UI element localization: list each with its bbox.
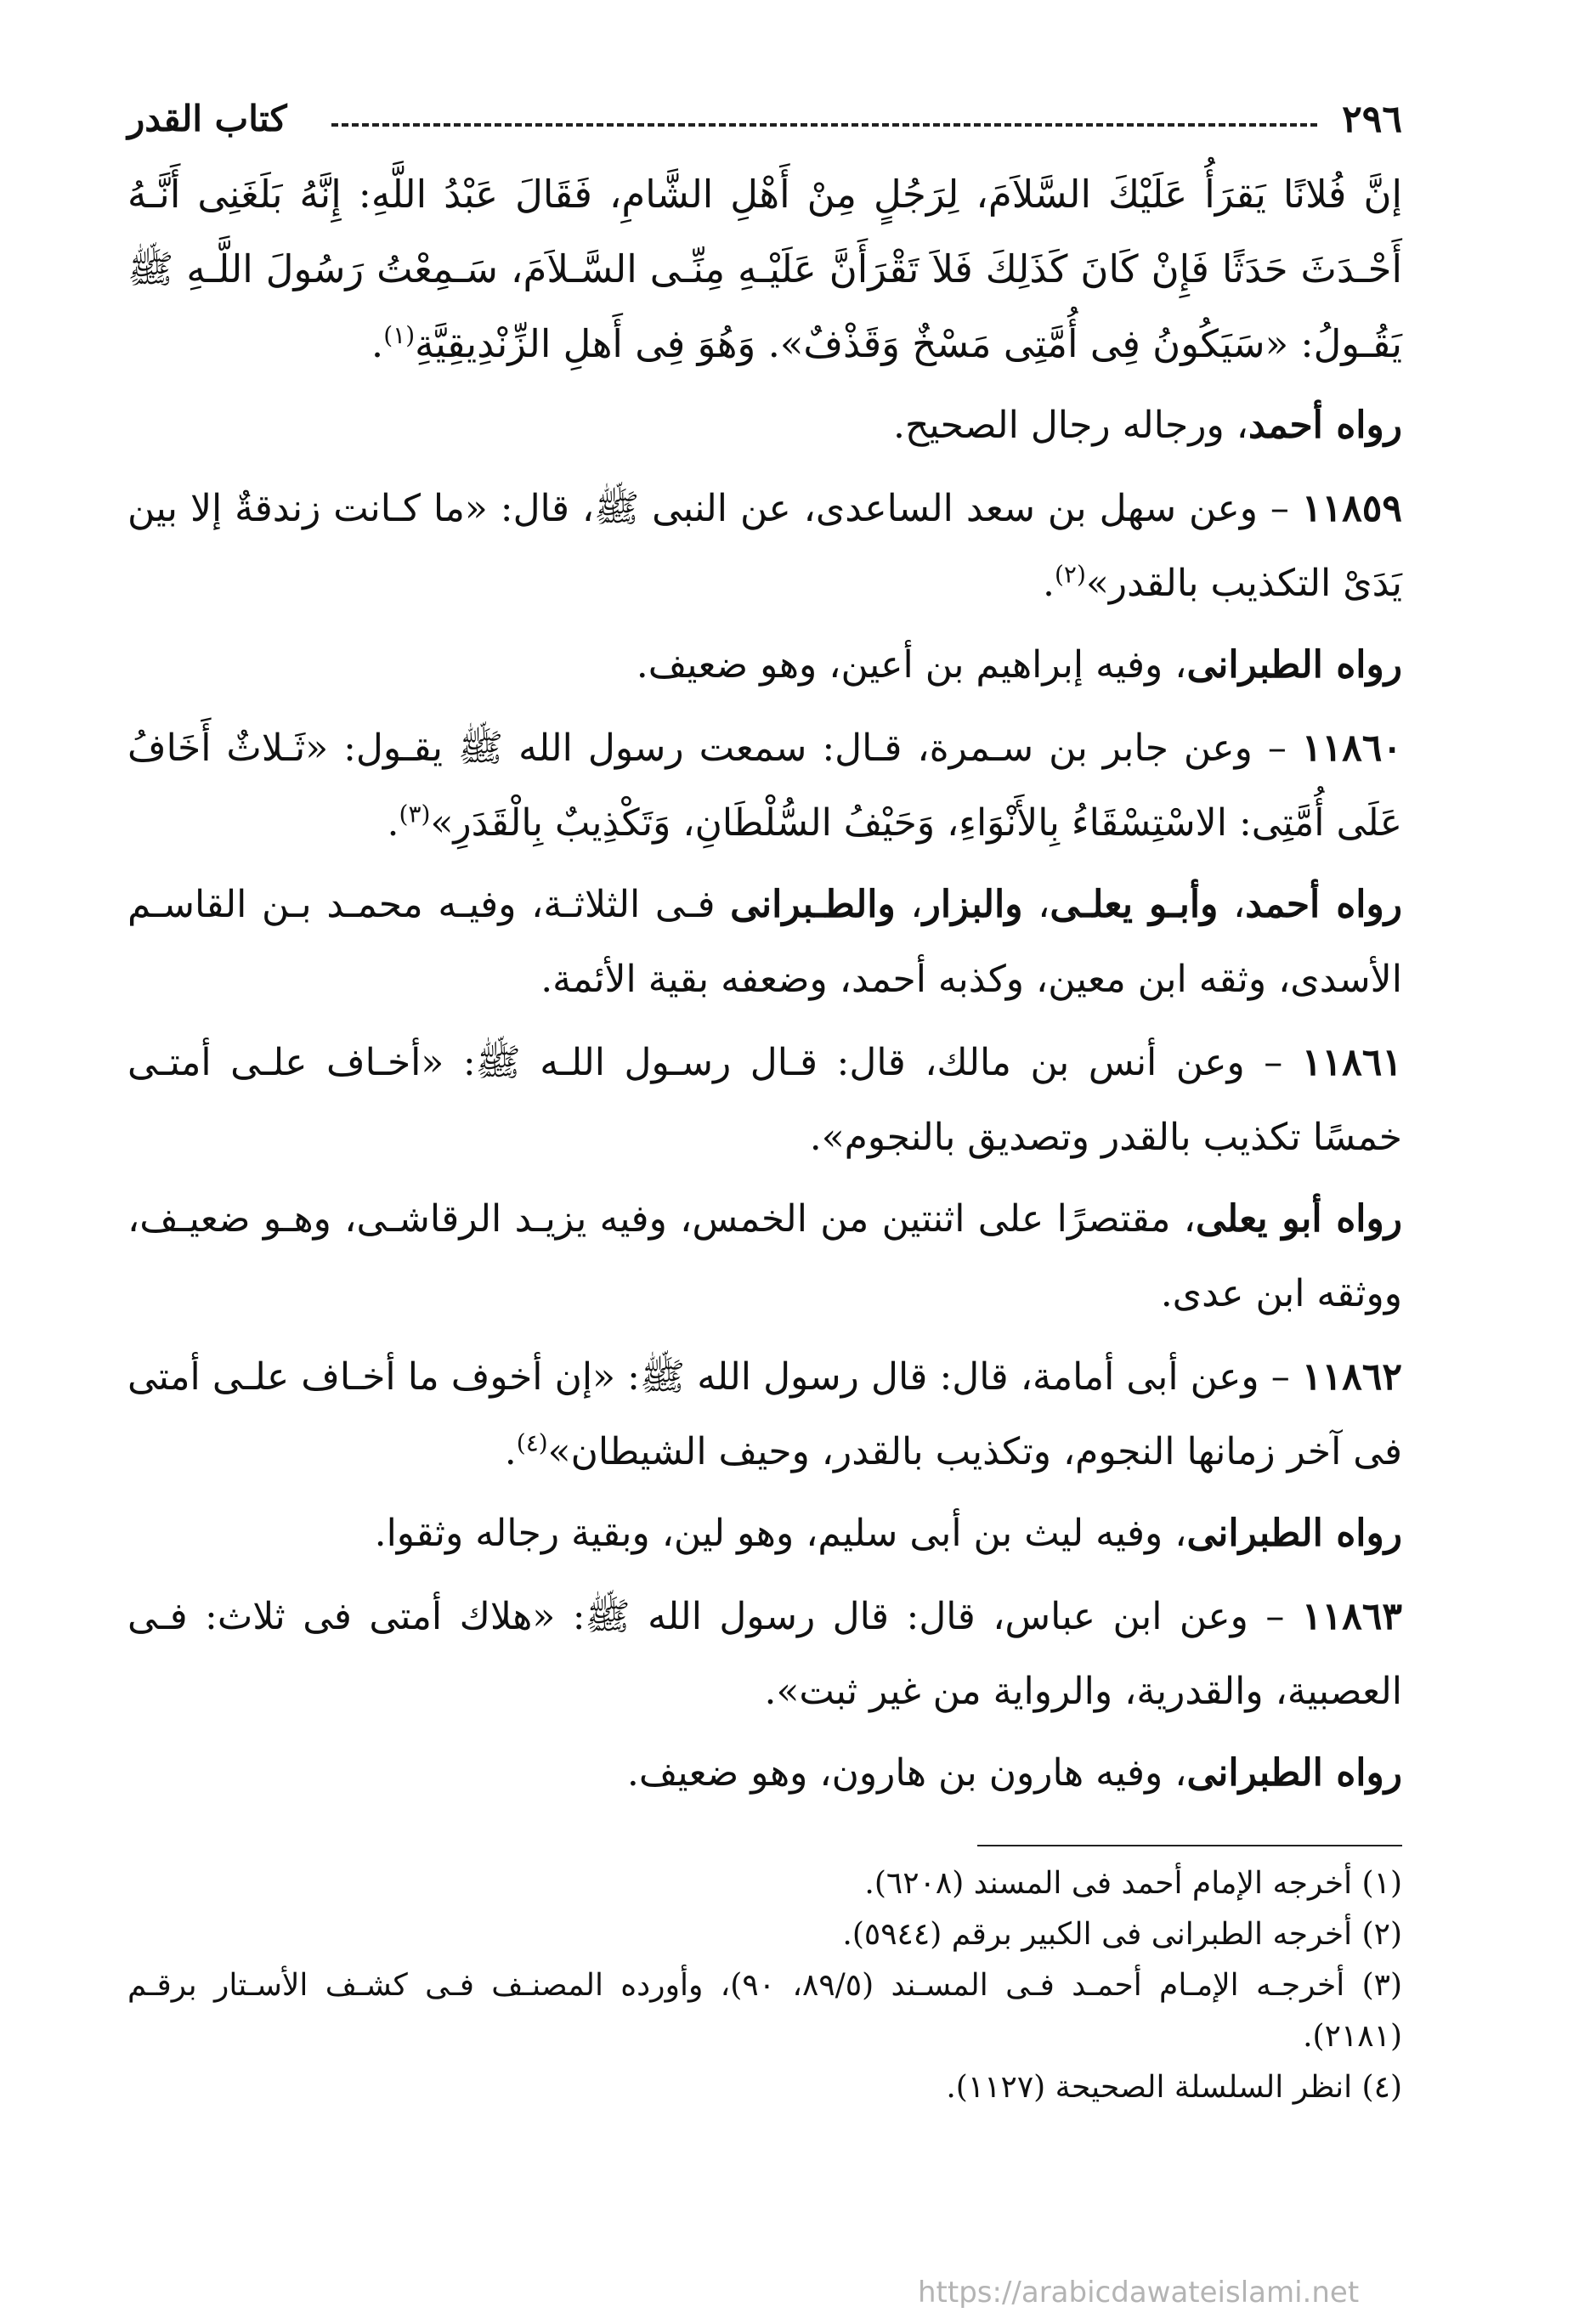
punct: . <box>504 1430 517 1473</box>
punct: . <box>371 321 384 366</box>
source-note <box>127 868 1402 1017</box>
punct: ، <box>1022 883 1050 926</box>
source-note <box>127 1182 1402 1332</box>
footnote: (٤) انظر السلسلة الصحيحة (١١٢٧). <box>946 2070 1402 2105</box>
punct: . <box>387 801 399 845</box>
source-text: ، وفيه هارون بن هارون، وهو ضعيف. <box>626 1751 1187 1795</box>
footnote: (٢) أخرجه الطبرانى فى الكبير برقم (٥٩٤٤). <box>842 1917 1402 1952</box>
hadith-entry <box>127 1340 1402 1490</box>
footnote-divider <box>977 1845 1402 1846</box>
hadith-text: – وعن أبى أمامة، قال: قال رسول الله ﷺ: «إن أخوف ما أخـاف علـى أمتى فى آخر زمانها النجوم، وتكذيب بالقدر، وحيف الشيطان» <box>127 1355 1402 1473</box>
footnote-ref[interactable]: (١) <box>383 321 416 349</box>
source-text: ، وفيه ليث بن أبى سليم، وهو لين، وبقية رجاله وثقوا. <box>374 1512 1187 1555</box>
hadith-entry <box>127 1580 1402 1729</box>
footnote: (٣) أخرجـه الإمـام أحمـد فـى المسـند (٨٩/٥، ٩٠)، وأورده المصنـف فـى كشـف الأسـتار برقـم (٢١٨١). <box>127 1968 1403 2054</box>
source-name: رواه أحمد <box>1248 404 1402 447</box>
source-text: ، ورجاله رجال الصحيح. <box>893 404 1248 447</box>
paragraph-text: إنَّ فُلانًا يَقرَأُ عَلَيْكَ السَّلاَمَ، لِرَجُلٍ مِنْ أَهْلِ الشَّامِ، فَقَالَ عَبْدُ اللَّهِ: إِنَّهُ بَلَغَنِى أَنَّـهُ أَحْـدَثَ حَدَثًا فَإِنْ كَانَ كَذَلِكَ فَلاَ تَقْرَأَنَّ عَلَيْـهِ مِنِّـى السَّـلاَمَ، سَـمِعْتُ رَسُولَ اللَّـهِ ﷺ يَقُـولُ: «سَيَكُونُ فِى أُمَّتِى مَسْخٌ وَقَذْفٌ». وَهُوَ فِى أَهلِ الزِّنْدِيقِيَّةِ <box>127 172 1402 366</box>
hadith-number: ١١٨٦٣ <box>1301 1595 1402 1638</box>
punct: . <box>1042 562 1055 605</box>
hadith-number: ١١٨٥٩ <box>1301 487 1402 530</box>
book-title: كتاب القدر <box>127 98 287 139</box>
source-name: رواه الطبرانى <box>1186 643 1402 687</box>
watermark-url: https://arabicdawateislami.net <box>918 2276 1360 2310</box>
footnote: (١) أخرجه الإمام أحمد فى المسند (٦٢٠٨). <box>864 1866 1402 1901</box>
hadith-number: ١١٨٦١ <box>1301 1041 1402 1084</box>
page-number: ٢٩٦ <box>1342 98 1402 141</box>
page <box>127 98 1402 2113</box>
hadith-number: ١١٨٦٢ <box>1301 1355 1402 1399</box>
source-text: فـى الثلاثـة، وفيـه محمـد بـن القاسـم الأسدى، وثقه ابن معين، وكذبه أحمد، وضعفه بقية الأئمة. <box>127 883 1402 1001</box>
hadith-text: – وعن ابن عباس، قال: قال رسول الله ﷺ: «هلاك أمتى فى ثلاث: فـى العصبية، والقدرية، والرواية من غير ثبت». <box>127 1595 1402 1713</box>
hadith-entry <box>127 711 1402 861</box>
source-note <box>127 628 1402 703</box>
hadith-entry <box>127 1026 1402 1175</box>
source-name: رواه الطبرانى <box>1186 1751 1402 1795</box>
source-name: رواه أبو يعلى <box>1195 1197 1402 1241</box>
source-note <box>127 388 1402 463</box>
source-name: والطـبرانى <box>730 883 896 926</box>
source-name: رواه أحمد <box>1245 883 1403 926</box>
footnote-ref[interactable]: (٤) <box>516 1428 548 1457</box>
hadith-text: – وعن أنس بن مالك، قال: قـال رسـول اللـه ﷺ: «أخـاف علـى أمتـى خمسًا تكذيب بالقدر وتصديق بالنجوم». <box>127 1041 1402 1159</box>
hadith-text: – وعن جابر بن سـمرة، قـال: سمعت رسول الله ﷺ يقـول: «ثَـلاثٌ أَخَافُ عَلَى أُمَّتِى: الاسْتِسْقَاءُ بِالأَنْوَاءِ، وَحَيْفُ السُّلْطَانِ، وَتَكْذِيبٌ بِالْقَدَرِ» <box>127 727 1402 845</box>
hadith-entry <box>127 472 1402 621</box>
footnote-ref[interactable]: (٣) <box>399 800 431 828</box>
source-note <box>127 1496 1402 1571</box>
source-name: والبزار <box>922 883 1023 926</box>
footnote-ref[interactable]: (٢) <box>1054 560 1086 589</box>
punct: ، <box>1218 883 1246 926</box>
source-text: ، مقتصرًا على اثنتين من الخمس، وفيه يزيـد الرقاشـى، وهـو ضعيـف، ووثقه ابن عدى. <box>127 1197 1402 1315</box>
punct: ، <box>895 883 923 926</box>
source-name: رواه الطبرانى <box>1186 1512 1402 1555</box>
source-note <box>127 1736 1402 1811</box>
hadith-continuation <box>127 157 1402 382</box>
source-text: ، وفيه إبراهيم بن أعين، وهو ضعيف. <box>636 643 1187 687</box>
source-name: وأبـو يعلـى <box>1050 883 1219 926</box>
header-divider <box>331 123 1317 127</box>
hadith-text: – وعن سهل بن سعد الساعدى، عن النبى ﷺ، قال: «ما كـانت زندقةٌ إلا بين يَدَىْ التكذيب بالقدر» <box>127 487 1402 605</box>
page-header <box>127 98 1402 157</box>
hadith-number: ١١٨٦٠ <box>1301 727 1402 770</box>
